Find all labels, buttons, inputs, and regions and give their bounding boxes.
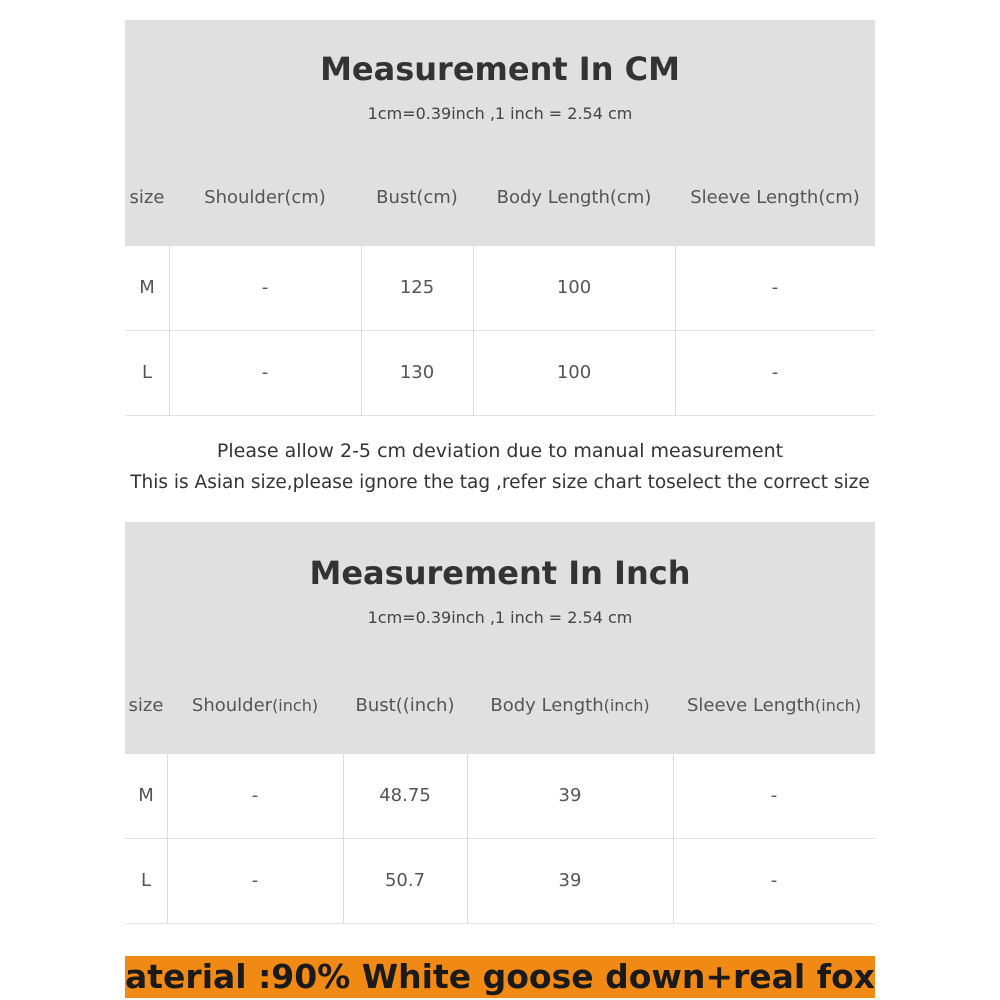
cell-size: L (140, 870, 152, 891)
column-divider (343, 754, 344, 924)
size-chart (125, 0, 875, 1000)
table-row (125, 839, 875, 924)
cell-sleeve-length: - (771, 362, 779, 383)
header-body-length: Body Length(cm) (496, 187, 652, 208)
cm-table-conversion: 1cm=0.39inch ,1 inch = 2.54 cm (367, 104, 633, 123)
deviation-note: Please allow 2-5 cm deviation due to manual measurement (216, 440, 784, 462)
inch-table-header (125, 522, 875, 754)
column-divider (167, 754, 168, 924)
cell-sleeve-length: - (771, 277, 779, 298)
cell-size: L (141, 362, 153, 383)
column-divider (467, 754, 468, 924)
header-sleeve-length (673, 686, 875, 726)
header-sleeve-length-unit: (inch) (815, 696, 862, 715)
column-divider (169, 246, 170, 416)
cell-shoulder: - (261, 362, 269, 383)
header-body-length-unit: (inch) (603, 696, 650, 715)
table-row (125, 331, 875, 416)
material-banner-text: aterial :90% White goose down+real fox (125, 957, 875, 996)
cm-table-title: Measurement In CM (320, 50, 680, 88)
table-row (125, 754, 875, 839)
table-row (125, 246, 875, 331)
cm-table-body (125, 246, 875, 416)
cell-size: M (139, 277, 155, 298)
header-bust: Bust((inch) (355, 695, 455, 716)
inch-table-conversion: 1cm=0.39inch ,1 inch = 2.54 cm (367, 608, 633, 627)
header-shoulder-label: Shoulder (191, 695, 273, 716)
cell-shoulder: - (261, 277, 269, 298)
header-size: size (128, 695, 164, 716)
inch-table-body (125, 754, 875, 924)
cell-sleeve-length: - (770, 785, 778, 806)
column-divider (361, 246, 362, 416)
cell-body-length: 39 (558, 785, 582, 806)
header-shoulder: Shoulder(cm) (204, 187, 326, 208)
header-shoulder-unit: (inch) (272, 696, 319, 715)
header-size: size (129, 187, 165, 208)
header-shoulder (167, 686, 343, 726)
column-divider (473, 246, 474, 416)
cell-body-length: 100 (556, 277, 592, 298)
asian-size-note: This is Asian size,please ignore the tag ,refer size chart toselect the correct size (130, 472, 870, 493)
header-sleeve-length: Sleeve Length(cm) (690, 187, 860, 208)
header-body-length-label: Body Length (490, 695, 604, 716)
header-body-length (467, 686, 673, 726)
cell-size: M (138, 785, 154, 806)
header-bust: Bust(cm) (376, 187, 458, 208)
header-sleeve-length-label: Sleeve Length (686, 695, 816, 716)
material-banner (125, 956, 875, 998)
cell-body-length: 100 (556, 362, 592, 383)
cell-sleeve-length: - (770, 870, 778, 891)
cell-bust: 125 (399, 277, 435, 298)
cell-shoulder: - (251, 870, 259, 891)
column-divider (673, 754, 674, 924)
cell-bust: 50.7 (384, 870, 426, 891)
cm-header-row (125, 178, 875, 218)
cm-table-header (125, 20, 875, 246)
inch-header-row (125, 686, 875, 726)
cell-bust: 48.75 (379, 785, 431, 806)
cell-shoulder: - (251, 785, 259, 806)
cell-body-length: 39 (558, 870, 582, 891)
column-divider (675, 246, 676, 416)
inch-table-title: Measurement In Inch (309, 554, 691, 592)
cell-bust: 130 (399, 362, 435, 383)
